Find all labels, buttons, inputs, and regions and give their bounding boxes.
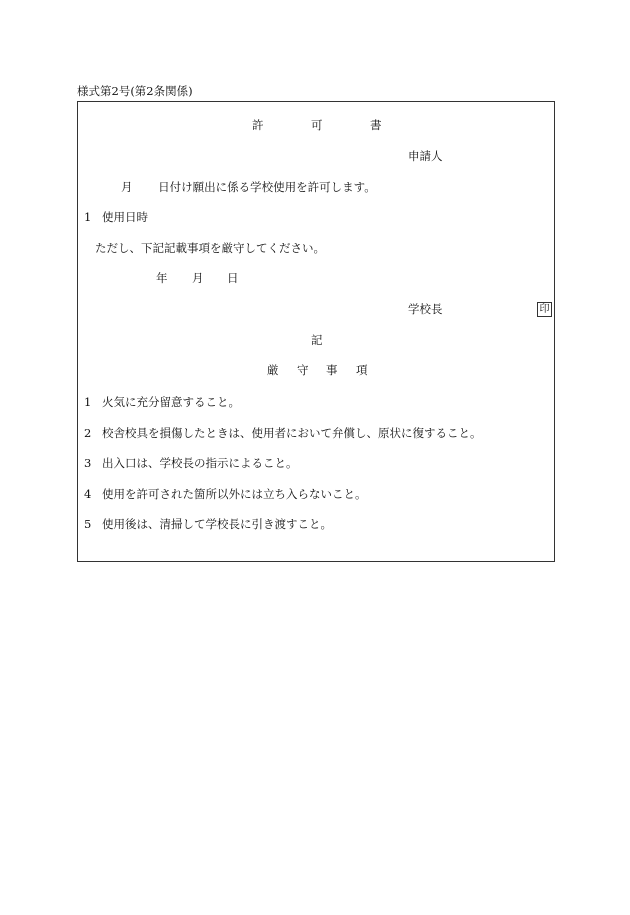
rule-item	[84, 458, 298, 470]
usage-datetime-heading	[84, 212, 148, 224]
rule-number: 1	[84, 395, 92, 409]
permission-month: 月	[121, 180, 133, 194]
title-char: 書	[370, 118, 382, 132]
rules-heading-char: 項	[356, 363, 368, 377]
usage-datetime-number: 1	[84, 210, 92, 224]
principal-label: 学校長	[408, 302, 443, 316]
usage-datetime-label: 使用日時	[102, 210, 148, 224]
title-char: 許	[252, 118, 264, 132]
rule-item	[84, 428, 482, 440]
rule-number: 3	[84, 456, 92, 470]
rule-item	[84, 397, 240, 409]
applicant-label: 申請人	[408, 149, 443, 163]
title-char: 可	[311, 118, 323, 132]
date-day: 日	[227, 271, 239, 285]
rule-number: 5	[84, 517, 92, 531]
rule-text: 使用後は、清掃して学校長に引き渡すこと。	[102, 517, 332, 531]
date-month: 月	[192, 271, 204, 285]
ki-heading: 記	[311, 333, 323, 347]
rule-text: 校舎校具を損傷したときは、使用者において弁償し、原状に復すること。	[102, 426, 482, 440]
rule-item	[84, 489, 367, 501]
rule-text: 使用を許可された箇所以外には立ち入らないこと。	[102, 487, 367, 501]
permission-text: 日付け願出に係る学校使用を許可します。	[158, 180, 376, 194]
rule-item	[84, 519, 332, 531]
form-number-label: 様式第2号(第2条関係)	[77, 84, 193, 98]
proviso-text: ただし、下記記載事項を厳守してください。	[95, 241, 325, 255]
date-year: 年	[156, 271, 168, 285]
rules-heading-char: 守	[297, 363, 309, 377]
permit-document-frame	[77, 101, 555, 562]
rule-number: 2	[84, 426, 92, 440]
rules-heading-char: 厳	[267, 363, 279, 377]
rule-text: 火気に充分留意すること。	[102, 395, 240, 409]
seal-stamp-box: 印	[537, 302, 552, 317]
permission-sentence	[121, 182, 376, 194]
rules-heading-char: 事	[326, 363, 338, 377]
rule-number: 4	[84, 487, 92, 501]
rule-text: 出入口は、学校長の指示によること。	[102, 456, 298, 470]
